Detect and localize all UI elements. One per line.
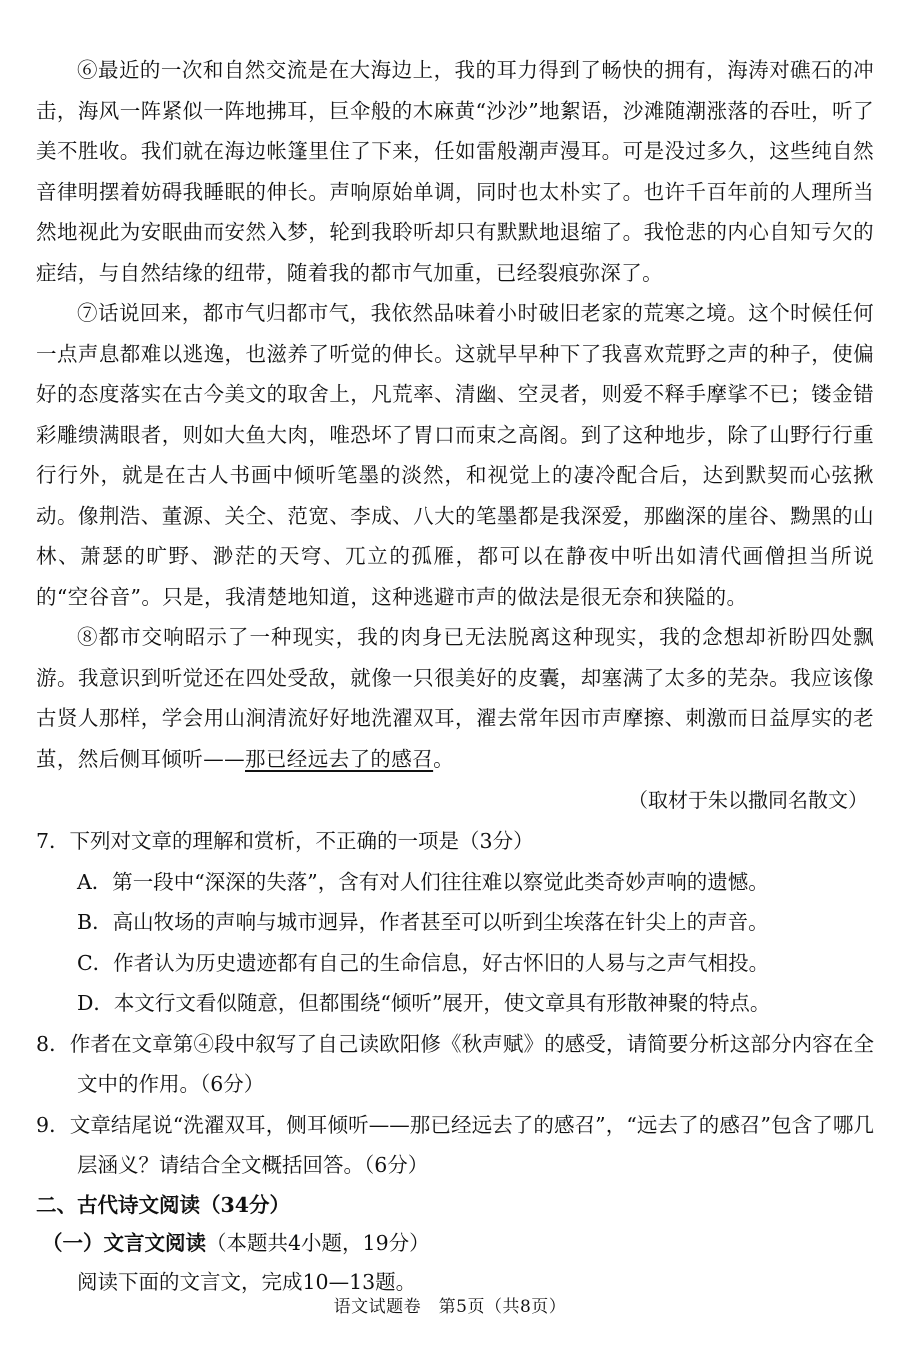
section-2-title: 二、古代诗文阅读（34分） xyxy=(36,1192,291,1217)
passage-paragraph-8 xyxy=(36,617,874,779)
question-9-stem: 9．文章结尾说“洗濯双耳，侧耳倾听——那已经远去了的感召”，“远去了的感召”包含了哪几层涵义？请结合全文概括回答。（6分） xyxy=(36,1112,874,1177)
paragraph-8-end: 。 xyxy=(433,746,455,771)
paragraph-8-text: ⑧都市交响昭示了一种现实，我的肉身已无法脱离这种现实，我的念想却祈盼四处飘游。我意识到听觉还在四处受敌，就像一只很美好的皮囊，却塞满了太多的芜杂。我应该像古贤人那样，学会用山涧清流好好地洗濯双耳，濯去常年因市声摩擦、刺激而日益厚实的老茧，然后侧耳倾听—— xyxy=(36,625,874,771)
question-7-stem: 7．下列对文章的理解和赏析，不正确的一项是（3分） xyxy=(36,829,534,853)
subsection-note: （本题共4小题，19分） xyxy=(206,1230,430,1255)
passage-paragraph-6: ⑥最近的一次和自然交流是在大海边上，我的耳力得到了畅快的拥有，海涛对礁石的冲击，海风一阵紧似一阵地拂耳，巨伞般的木麻黄“沙沙”地絮语，沙滩随潮涨落的吞吐，听了美不胜收。我们就在海边帐篷里住了下来，任如雷般潮声漫耳。可是没过多久，这些纯自然音律明摆着妨碍我睡眠的伸长。声响原始单调，同时也太朴实了。也许千百年前的人理所当然地视此为安眠曲而安然入梦，轮到我聆听却只有默默地退缩了。我怆悲的内心自知亏欠的症结，与自然结缘的纽带，随着我的都市气加重，已经裂痕弥深了。 xyxy=(36,58,874,285)
section-2-subtitle xyxy=(36,1224,874,1262)
passage-source: （取材于朱以撒同名散文） xyxy=(628,788,868,812)
subsection-title: （一）文言文阅读 xyxy=(42,1230,206,1255)
page-footer: 语文试题卷 第5页（共8页） xyxy=(333,1297,567,1317)
underlined-phrase: 那已经远去了的感召 xyxy=(245,746,434,771)
question-8-stem: 8．作者在文章第④段中叙写了自己读欧阳修《秋声赋》的感受，请简要分析这部分内容在全文中的作用。（6分） xyxy=(36,1031,874,1096)
passage-paragraph-7: ⑦话说回来，都市气归都市气，我依然品味着小时破旧老家的荒寒之境。这个时候任何一点声息都难以逃逸，也滋养了听觉的伸长。这就早早种下了我喜欢荒野之声的种子，使偏好的态度落实在古今美文的取舍上，凡荒率、清幽、空灵者，则爱不释手摩挲不已；镂金错彩雕缋满眼者，则如大鱼大肉，唯恐坏了胃口而束之高阁。到了这种地步，除了山野行行重行行外，就是在古人书画中倾听笔墨的淡然，和视觉上的凄冷配合后，达到默契而心弦揪动。像荆浩、董源、关仝、范宽、李成、八大的笔墨都是我深爱，那幽深的崖谷、黝黑的山林、萧瑟的旷野、渺茫的天穹、兀立的孤雁，都可以在静夜中听出如清代画僧担当所说的“空谷音”。只是，我清楚地知道，这种逃避市声的做法是很无奈和狭隘的。 xyxy=(36,301,874,609)
question-7-option-d: D．本文行文看似随意，但都围绕“倾听”展开，使文章具有形散神聚的特点。 xyxy=(77,991,771,1015)
question-7-option-a: A．第一段中“深深的失落”，含有对人们往往难以察觉此类奇妙声响的遗憾。 xyxy=(77,869,769,894)
reading-instruction: 阅读下面的文言文，完成10—13题。 xyxy=(77,1269,417,1294)
question-7-option-c: C．作者认为历史遗迹都有自己的生命信息，好古怀旧的人易与之声气相投。 xyxy=(77,950,770,975)
question-7-option-b: B．高山牧场的声响与城市迥异，作者甚至可以听到尘埃落在针尖上的声音。 xyxy=(77,910,769,934)
